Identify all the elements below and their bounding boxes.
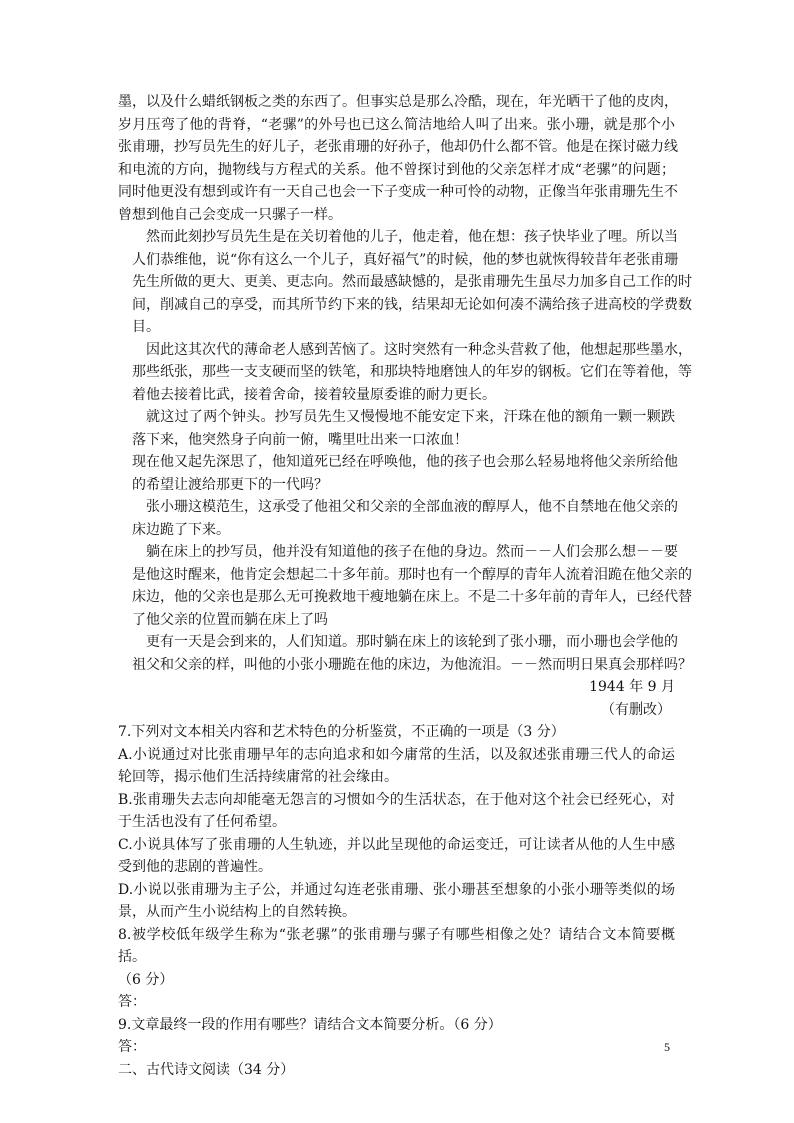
text-line: 落下来，他突然身子向前一俯，嘴里吐出来一口浓血！ bbox=[132, 431, 468, 448]
answer-label: 答： bbox=[118, 994, 146, 1010]
question-9: 9.文章最终一段的作用有哪些？请结合文本简要分析。（6 分） bbox=[118, 1016, 502, 1033]
text-line: 现在他又起先深思了，他知道死已经在呼唤他，他的孩子也会那么轻易地将他父亲所给他 bbox=[132, 454, 678, 470]
text-line: 岁月压弯了他的背脊，“老骡”的外号也已这么简洁地给人叫了出来。张小珊，就是那个小 bbox=[118, 116, 675, 133]
question-8: 8.被学校低年级学生称为“张老骡”的张甫珊与骡子有哪些相像之处？请结合文本简要概 bbox=[118, 926, 675, 943]
text-line: 就这过了两个钟头。抄写员先生又慢慢地不能安定下来，汗珠在他的额角一颗一颗跌 bbox=[146, 409, 675, 425]
text-line: 床边跪了下来。 bbox=[132, 521, 230, 538]
text-line: 然而此刻抄写员先生是在关切着他的儿子，他走着，他在想：孩子快毕业了哩。所以当 bbox=[146, 229, 678, 245]
revision-note: （有删改） bbox=[601, 701, 671, 718]
option-b: B.张甫珊失去志向却能毫无怨言的习惯如今的生活状态，在于他对这个社会已经死心，对 bbox=[118, 791, 675, 808]
section-heading: 二、古代诗文阅读（34 分） bbox=[118, 1061, 295, 1078]
text-line: 间，削减自己的享受，而其所节约下来的钱，结果却无论如何凑不满给孩子进高校的学费数 bbox=[132, 296, 692, 313]
text-line: 同时他更没有想到或许有一天自己也会一下子变成一种可怜的动物，正像当年张甫珊先生不 bbox=[118, 184, 678, 200]
page-number: 5 bbox=[664, 1040, 670, 1054]
text-line: 躺在床上的抄写员，他并没有知道他的孩子在他的身边。然而－－人们会那么想－－要 bbox=[146, 544, 678, 560]
text-line: 是他这时醒来，他肯定会想起二十多年前。那时也有一个醇厚的青年人流着泪跪在他父亲的 bbox=[132, 566, 692, 583]
text-line: 了他父亲的位置而躺在床上了吗 bbox=[132, 611, 328, 628]
option-d-cont: 景，从而产生小说结构上的自然转换。 bbox=[118, 904, 356, 920]
option-a-cont: 轮回等，揭示他们生活持续庸常的社会缘由。 bbox=[118, 769, 398, 785]
text-line: 那些纸张，那些一支支硬而坚的铁笔，和那块特地磨蚀人的年岁的钢板。它们在等着他，等 bbox=[132, 364, 692, 380]
text-line: 曾想到他自己会变成一只骡子一样。 bbox=[118, 206, 342, 223]
question-8-cont: 括。 bbox=[118, 949, 146, 965]
date-line: 1944 年 9 月 bbox=[589, 679, 675, 695]
question-8-score: （6 分） bbox=[118, 971, 174, 988]
option-c: C.小说具体写了张甫珊的人生轨迹，并以此呈现他的命运变迁，可让读者从他的人生中感 bbox=[118, 836, 675, 853]
option-c-cont: 受到他的悲剧的普遍性。 bbox=[118, 859, 272, 875]
text-line: 和电流的方向，抛物线与方程式的关系。他不曾探讨到他的父亲怎样才成“老骡”的问题； bbox=[118, 161, 675, 178]
option-d: D.小说以张甫珊为主子公，并通过勾连老张甫珊、张小珊甚至想象的小张小珊等类似的场 bbox=[118, 881, 675, 898]
document-body bbox=[118, 91, 692, 1081]
text-line: 因此这其次代的薄命老人感到苦恼了。这时突然有一种念头营救了他，他想起那些墨水， bbox=[146, 341, 692, 358]
option-b-cont: 于生活也没有了任何希望。 bbox=[118, 814, 286, 830]
text-line: 张小珊这模范生，这承受了他祖父和父亲的全部血液的醇厚人，他不自禁地在他父亲的 bbox=[146, 499, 678, 515]
text-line: 先生所做的更大、更美、更志向。然而最感缺憾的，是张甫珊先生虽尽力加多自己工作的时 bbox=[132, 274, 692, 290]
text-line: 着他去接着比武，接着舍命，接着较量原委谁的耐力更长。 bbox=[132, 386, 496, 403]
text-line: 床边，他的父亲也是那么无可挽救地干瘦地躺在床上。不是二十多年前的青年人，已经代替 bbox=[132, 589, 692, 605]
text-line: 张甫珊，抄写员先生的好儿子，老张甫珊的好孙子，他却仍什么都不管。他是在探讨磁力线 bbox=[118, 139, 678, 155]
text-line: 祖父和父亲的样，叫他的小张小珊跪在他的床边，为他流泪。－－然而明日果真会那样吗？ bbox=[132, 656, 692, 673]
text-line: 的希望让渡给那更下的一代吗？ bbox=[132, 476, 328, 493]
text-line: 目。 bbox=[132, 319, 160, 335]
option-a: A.小说通过对比张甫珊早年的志向追求和如今庸常的生活，以及叙述张甫珊三代人的命运 bbox=[118, 746, 675, 763]
text-line: 人们恭维他，说“你有这么一个儿子，真好福气”的时候，他的梦也就恢得较昔年老张甫珊 bbox=[132, 251, 679, 268]
text-line: 墨，以及什么蜡纸钢板之类的东西了。但事实总是那么冷酷，现在，年光晒干了他的皮肉， bbox=[118, 94, 678, 110]
question-7: 7.下列对文本相关内容和艺术特色的分析鉴赏，不正确的一项是（3 分） bbox=[118, 724, 565, 740]
answer-label: 答： bbox=[118, 1039, 146, 1055]
text-line: 更有一天是会到来的，人们知道。那时躺在床上的该轮到了张小珊，而小珊也会学他的 bbox=[146, 634, 678, 650]
